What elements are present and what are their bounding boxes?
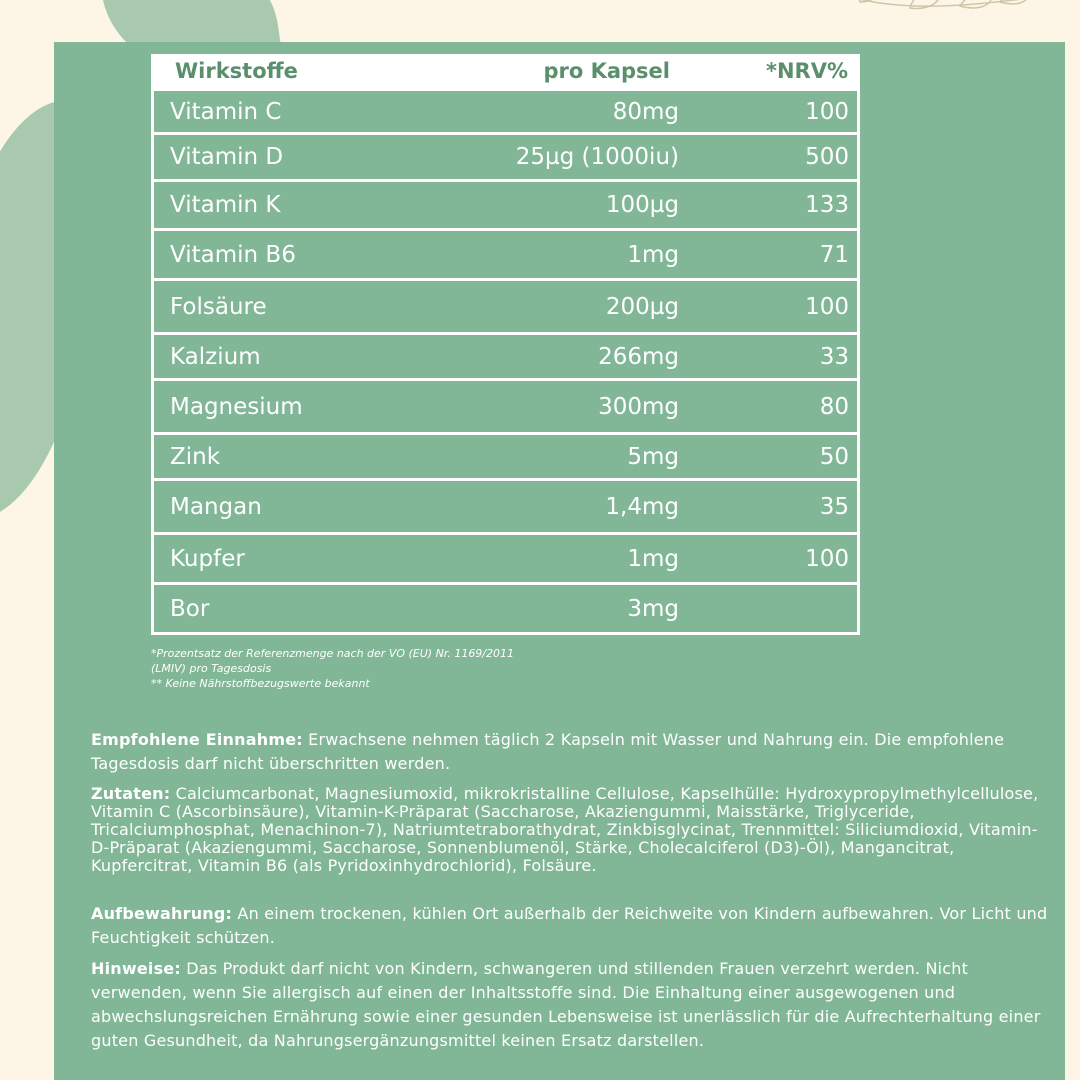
section-label: Aufbewahrung:	[91, 904, 233, 923]
row-nrv: 500	[805, 144, 849, 170]
footnote-line: *Prozentsatz der Referenzmenge nach der VO (EU) Nr. 1169/2011	[151, 647, 515, 660]
section-notes	[91, 957, 1051, 1053]
row-amount: 100µg	[605, 192, 679, 218]
row-nrv: 50	[819, 443, 849, 470]
info-panel	[54, 42, 1065, 1080]
footnote-line: ** Keine Nährstoffbezugswerte bekannt	[151, 677, 370, 690]
section-label: Hinweise:	[91, 959, 181, 978]
row-name: Zink	[170, 443, 221, 470]
row-amount: 1,4mg	[605, 493, 679, 520]
row-nrv: 33	[819, 343, 849, 370]
row-name: Vitamin D	[170, 144, 284, 170]
table-body	[151, 88, 860, 635]
row-name: Vitamin B6	[170, 241, 296, 268]
row-nrv: 100	[805, 293, 849, 320]
section-text: Erwachsene nehmen täglich 2 Kapseln mit Wasser und Nahrung ein. Die empfohlene Tagesdosis darf nicht überschritten werden.	[91, 730, 1005, 773]
table-row	[154, 478, 857, 532]
table-row	[154, 532, 857, 582]
row-amount: 80mg	[612, 98, 679, 125]
section-storage	[91, 902, 1051, 950]
section-text: Das Produkt darf nicht von Kindern, schwangeren und stillenden Frauen verzehrt werden. Nicht verwenden, wenn Sie allergisch auf einen der Inhaltsstoffe sind. Die Einhaltung einer ausgewogenen und abwechslungsreichen Ernährung sowie einer gesunden Lebensweise ist unerlässlich für die Aufrechterhaltung einer guten Gesundheit, da Nahrungsergänzungsmittel keinen Ersatz darstellen.	[91, 959, 1041, 1050]
row-name: Vitamin C	[170, 98, 282, 125]
table-row	[154, 432, 857, 478]
section-recommended-intake	[91, 728, 1051, 776]
row-nrv: 71	[819, 241, 849, 268]
nutrition-table	[151, 54, 860, 635]
row-nrv: 80	[819, 393, 849, 420]
section-ingredients	[91, 785, 1051, 875]
row-name: Kalzium	[170, 343, 261, 370]
row-amount: 25µg (1000iu)	[515, 144, 679, 170]
table-row	[154, 378, 857, 432]
row-name: Kupfer	[170, 545, 245, 572]
row-name: Mangan	[170, 493, 262, 520]
header-substance: Wirkstoffe	[175, 59, 298, 83]
row-nrv: 100	[805, 545, 849, 572]
table-row	[154, 278, 857, 332]
table-row	[154, 132, 857, 179]
section-text: Calciumcarbonat, Magnesiumoxid, mikrokristalline Cellulose, Kapselhülle: Hydroxypropylmethylcellulose, Vitamin C (Ascorbinsäure), Vitamin-K-Präparat (Saccharose, Akaziengummi, Maisstärke, Triglyceride, Tricalciumphosphat, Menachinon-7), Natriumtetraborathydrat, Zinkbisglycinat, Trennmittel: Siliciumdioxid, Vitamin-D-Präparat (Akaziengummi, Saccharose, Sonnenblumenöl, Stärke, Cholecalciferol (D3)-Öl), Mangancitrat, Kupfercitrat, Vitamin B6 (als Pyridoxinhydrochlorid), Folsäure.	[91, 784, 1039, 875]
footnote-line: (LMIV) pro Tagesdosis	[151, 662, 272, 675]
row-amount: 266mg	[598, 343, 679, 370]
row-nrv: 133	[805, 192, 849, 218]
row-nrv: 100	[805, 98, 849, 125]
section-text: An einem trockenen, kühlen Ort außerhalb der Reichweite von Kindern aufbewahren. Vor Licht und Feuchtigkeit schützen.	[91, 904, 1048, 947]
row-name: Magnesium	[170, 393, 303, 420]
row-amount: 3mg	[627, 595, 679, 622]
table-row	[154, 582, 857, 632]
section-label: Zutaten:	[91, 784, 171, 803]
row-name: Vitamin K	[170, 192, 281, 218]
table-row	[154, 332, 857, 378]
row-amount: 1mg	[627, 545, 679, 572]
section-label: Empfohlene Einnahme:	[91, 730, 303, 749]
row-nrv: 35	[819, 493, 849, 520]
table-row	[154, 88, 857, 132]
row-name: Folsäure	[170, 293, 267, 320]
header-nrv: *NRV%	[765, 59, 848, 83]
row-amount: 5mg	[627, 443, 679, 470]
row-amount: 200µg	[605, 293, 679, 320]
table-footnotes	[151, 646, 671, 691]
row-amount: 1mg	[627, 241, 679, 268]
row-amount: 300mg	[598, 393, 679, 420]
row-name: Bor	[170, 595, 210, 622]
header-per-capsule: pro Kapsel	[543, 59, 670, 83]
table-row	[154, 179, 857, 228]
table-row	[154, 228, 857, 278]
table-header	[151, 54, 860, 88]
